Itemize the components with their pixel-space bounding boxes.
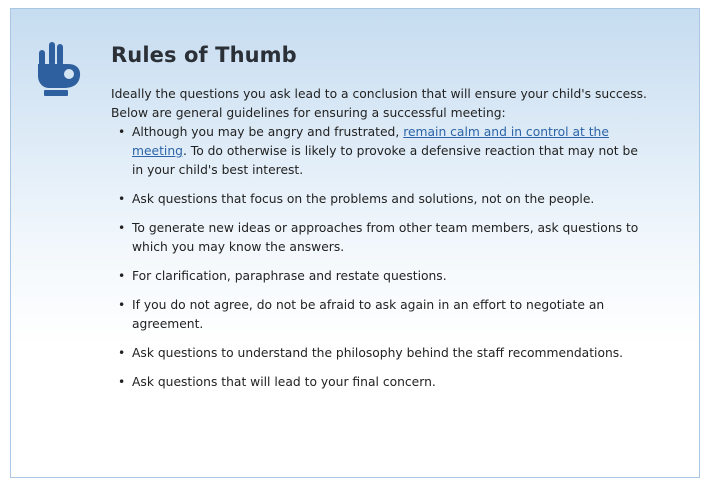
guidelines-list: [111, 123, 651, 402]
list-item-text: Ask questions that focus on the problems and solutions, not on the people.: [132, 192, 595, 206]
list-item: [111, 267, 651, 286]
list-item: [111, 373, 651, 392]
page-title: Rules of Thumb: [111, 43, 297, 67]
list-item-text: Although you may be angry and frustrated,: [132, 125, 404, 139]
ok-hand-icon: [35, 40, 83, 96]
rules-of-thumb-card: [10, 8, 700, 478]
list-item: [111, 219, 651, 257]
list-item: [111, 296, 651, 334]
list-item-text: . To do otherwise is likely to provoke a defensive reaction that may not be in your child's best interest.: [132, 144, 638, 177]
list-item-text: To generate new ideas or approaches from other team members, ask questions to which you may know the answers.: [132, 221, 639, 254]
list-item: [111, 123, 651, 180]
list-item-text: Ask questions that will lead to your final concern.: [132, 375, 436, 389]
list-item-text: Ask questions to understand the philosophy behind the staff recommendations.: [132, 346, 624, 360]
remain-calm-link[interactable]: remain calm and in control at the meeting: [132, 125, 609, 158]
list-item-text: If you do not agree, do not be afraid to ask again in an effort to negotiate an agreement.: [132, 298, 605, 331]
intro-text: Ideally the questions you ask lead to a conclusion that will ensure your child's success. Below are general guidelines for ensuring a successful meeting:: [111, 87, 647, 120]
list-item-text: For clarification, paraphrase and restate questions.: [132, 269, 447, 283]
list-item: [111, 344, 651, 363]
list-item: [111, 190, 651, 209]
